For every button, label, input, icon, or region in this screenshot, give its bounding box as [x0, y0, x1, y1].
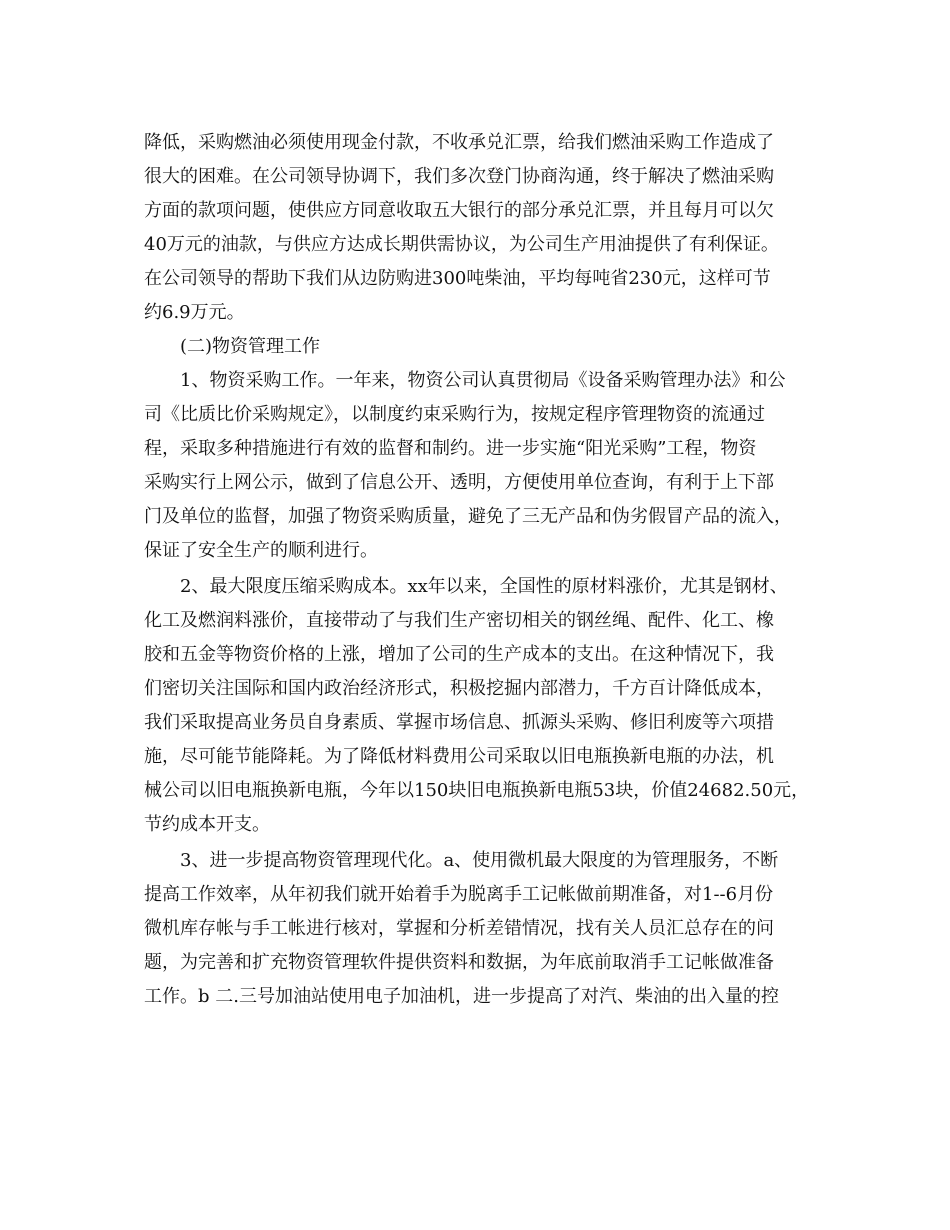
text-line: 约6.9万元。	[144, 302, 245, 323]
text-line: 施，尽可能节能降耗。为了降低材料费用公司采取以旧电瓶换新电瓶的办法，机	[144, 746, 774, 767]
text-line: 2、最大限度压缩采购成本。xx年以来，全国性的原材料涨价，尤其是钢材、	[180, 576, 788, 597]
text-line: 们密切关注国际和国内政治经济形式，积极挖掘内部潜力，千方百计降低成本，	[144, 678, 774, 699]
text-line: 1、物资采购工作。一年来，物资公司认真贯彻局《设备采购管理办法》和公	[180, 370, 786, 391]
text-line: 40万元的油款，与供应方达成长期供需协议，为公司生产用油提供了有利保证。	[144, 234, 779, 255]
text-line: 我们采取提高业务员自身素质、掌握市场信息、抓源头采购、修旧利废等六项措	[144, 712, 774, 733]
text-line: 程，采取多种措施进行有效的监督和制约。进一步实施“阳光采购”工程，物资	[144, 438, 757, 459]
text-line: 微机库存帐与手工帐进行核对，掌握和分析差错情况，找有关人员汇总存在的问	[144, 918, 774, 939]
text-line: 司《比质比价采购规定》，以制度约束采购行为，按规定程序管理物资的流通过	[144, 404, 765, 425]
text-line: 在公司领导的帮助下我们从边防购进300吨柴油，平均每吨省230元，这样可节	[144, 268, 771, 289]
text-line: 保证了安全生产的顺利进行。	[144, 540, 378, 561]
text-line: 械公司以旧电瓶换新电瓶，今年以150块旧电瓶换新电瓶53块，价值24682.50元，	[144, 780, 810, 801]
text-line: 降低，采购燃油必须使用现金付款，不收承兑汇票，给我们燃油采购工作造成了	[144, 132, 774, 153]
text-line: 胶和五金等物资价格的上涨，增加了公司的生产成本的支出。在这种情况下，我	[144, 644, 774, 665]
text-line: 化工及燃润料涨价，直接带动了与我们生产密切相关的钢丝绳、配件、化工、橡	[144, 610, 774, 631]
text-line: 提高工作效率，从年初我们就开始着手为脱离手工记帐做前期准备，对1--6月份	[144, 884, 774, 905]
text-line: 采购实行上网公示，做到了信息公开、透明，方便使用单位查询，有利于上下部	[144, 472, 774, 493]
text-line: 节约成本开支。	[144, 814, 270, 835]
text-line: 很大的困难。在公司领导协调下，我们多次登门协商沟通，终于解决了燃油采购	[144, 166, 774, 187]
text-line: 3、进一步提高物资管理现代化。a、使用微机最大限度的为管理服务，不断	[180, 850, 779, 871]
text-line: 门及单位的监督，加强了物资采购质量，避免了三无产品和伪劣假冒产品的流入，	[144, 506, 792, 527]
text-line: 题，为完善和扩充物资管理软件提供资料和数据，为年底前取消手工记帐做准备	[144, 952, 774, 973]
text-line: 方面的款项问题，使供应方同意收取五大银行的部分承兑汇票，并且每月可以欠	[144, 200, 774, 221]
text-line: 工作。b 二.三号加油站使用电子加油机，进一步提高了对汽、柴油的出入量的控	[144, 986, 779, 1007]
section-heading: (二)物资管理工作	[180, 336, 321, 357]
